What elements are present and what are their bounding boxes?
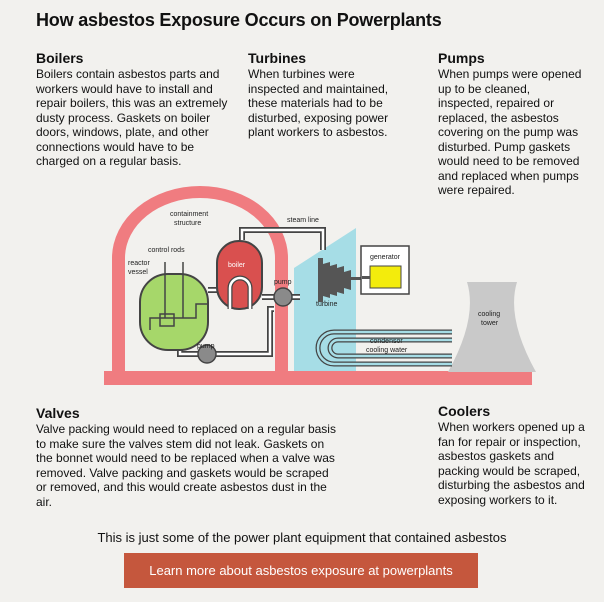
label-containment-2: structure xyxy=(174,220,202,227)
label-pump-top: pump xyxy=(274,279,292,286)
base-platform xyxy=(104,371,532,385)
boilers-heading: Boilers xyxy=(36,50,84,66)
learn-more-button[interactable]: Learn more about asbestos exposure at powerplants xyxy=(124,553,478,588)
pump-top xyxy=(274,288,292,306)
label-turbine: turbine xyxy=(316,301,338,308)
turbines-heading: Turbines xyxy=(248,50,307,66)
pumps-heading: Pumps xyxy=(438,50,485,66)
label-reactor-1: reactor xyxy=(128,260,150,267)
page-title: How asbestos Exposure Occurs on Powerplants xyxy=(36,10,442,30)
label-cooling-1: cooling xyxy=(478,311,501,318)
label-containment-1: containment xyxy=(170,211,209,218)
valves-heading: Valves xyxy=(36,405,80,421)
label-pump-bottom: pump xyxy=(197,343,215,350)
reactor-vessel xyxy=(140,262,208,350)
coolers-heading: Coolers xyxy=(438,403,491,419)
footer-note: This is just some of the power plant equipment that contained asbestos xyxy=(97,530,507,545)
pumps-text: When pumps were opened up to be cleaned, inspected, repaired or replaced, the asbestos covering on the pump was disturbed. Pump gaskets would need to be removed and replaced when pumps were repaired. xyxy=(438,67,582,197)
coolers-section xyxy=(438,403,588,507)
label-control-rods: control rods xyxy=(148,247,185,254)
boilers-text: Boilers contain asbestos parts and workers would have to install and repair boilers, this was an extremely dusty process. Gaskets on boiler doors, windows, plate, and other connections would have to be charged on a regular basis. xyxy=(36,67,228,168)
label-cooling-2: tower xyxy=(481,320,499,327)
valves-section xyxy=(36,405,336,509)
label-reactor-2: vessel xyxy=(128,269,148,276)
turbines-text: When turbines were inspected and maintained, these materials had to be disturbed, exposing power plant workers to asbestos. xyxy=(248,67,389,139)
label-steam-line: steam line xyxy=(287,217,319,224)
label-condensor-1: condensor xyxy=(370,338,403,345)
label-boiler: boiler xyxy=(228,262,246,269)
boiler xyxy=(217,241,262,309)
coolers-text: When workers opened up a fan for repair or inspection, asbestos gaskets and packing would be scraped, disturbing the asbestos and exposing workers to it. xyxy=(438,420,585,507)
label-generator: generator xyxy=(370,254,400,261)
label-condensor-2: cooling water xyxy=(366,347,408,354)
cooling-tower xyxy=(448,282,536,372)
valves-text: Valve packing would need to replaced on a regular basis to make sure the valves stem did not leak. Gaskets on the bonnet would need to be replaced when a valve was removed. Valve packing and gaskets would be scraped or removed, and this would create asbestos dust in the air. xyxy=(36,422,336,509)
